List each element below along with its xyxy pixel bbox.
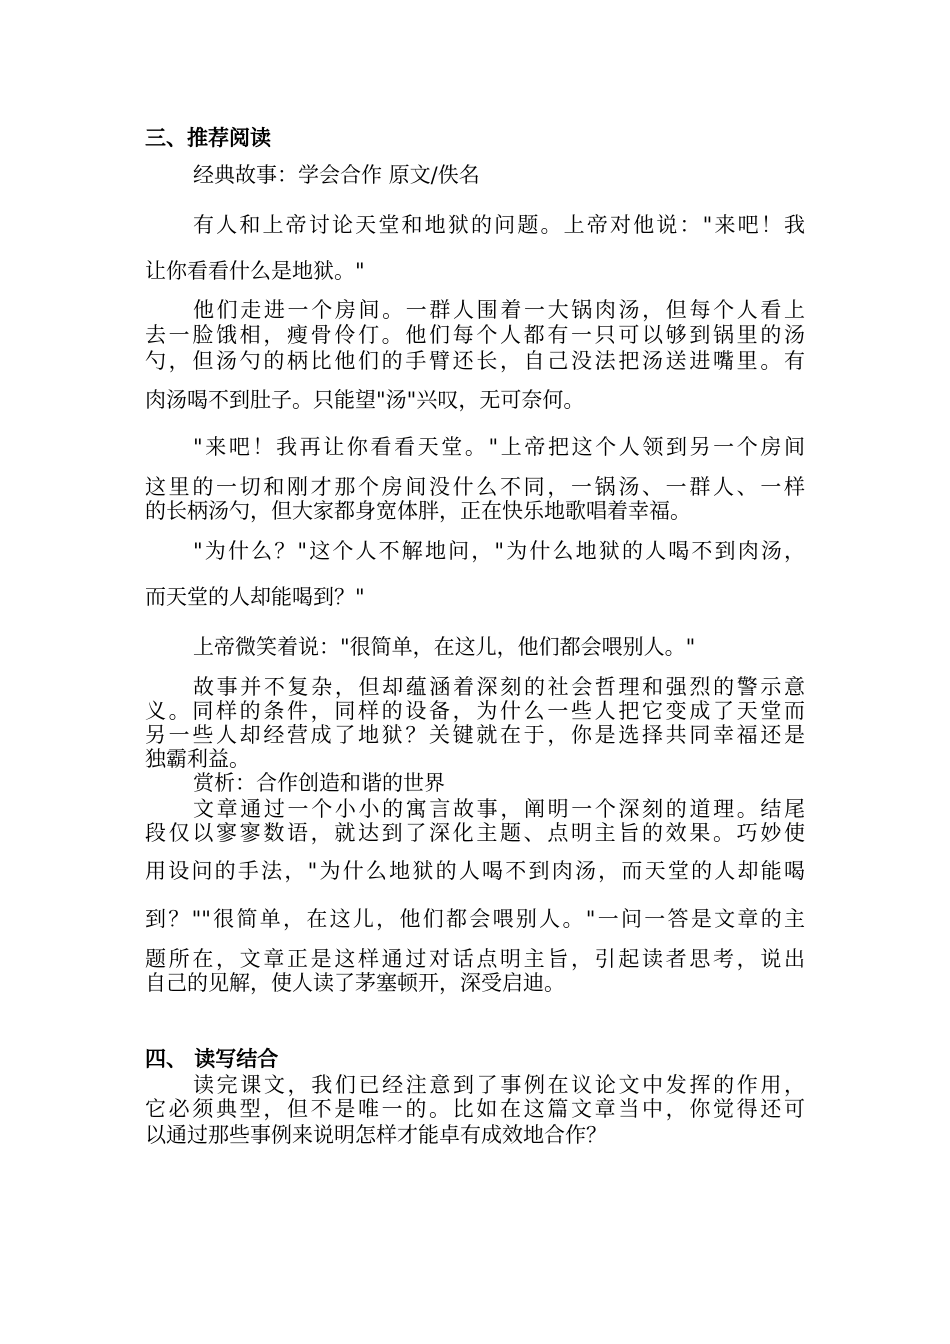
paragraph-line: "为什么？"这个人不解地问，"为什么地狱的人喝不到肉汤， — [193, 539, 805, 563]
story-subtitle: 经典故事：学会合作 原文/佚名 — [193, 163, 480, 187]
paragraph-line: 到？""很简单，在这儿，他们都会喂别人。"一问一答是文章的主 — [145, 907, 805, 931]
paragraph-line: 而天堂的人却能喝到？" — [145, 585, 365, 609]
paragraph-line: 有人和上帝讨论天堂和地狱的问题。上帝对他说："来吧！我 — [193, 213, 805, 237]
section-heading-recommended-reading: 三、推荐阅读 — [145, 126, 271, 150]
paragraph-line: 以通过那些事例来说明怎样才能卓有成效地合作？ — [145, 1123, 607, 1147]
paragraph-line: 义。同样的条件，同样的设备，为什么一些人把它变成了天堂而 — [145, 699, 805, 723]
paragraph-line: 题所在，文章正是这样通过对话点明主旨，引起读者思考，说出 — [145, 947, 805, 971]
paragraph-line: 的长柄汤勺，但大家都身宽体胖，正在快乐地歌唱着幸福。 — [145, 499, 691, 523]
paragraph-line: 去一脸饿相，瘦骨伶仃。他们每个人都有一只可以够到锅里的汤 — [145, 323, 805, 347]
paragraph-line: 文章通过一个小小的寓言故事，阐明一个深刻的道理。结尾 — [193, 797, 805, 821]
paragraph-line: "来吧！我再让你看看天堂。"上帝把这个人领到另一个房间 — [193, 435, 805, 459]
paragraph-line: 这里的一切和刚才那个房间没什么不同，一锅汤、一群人、一样 — [145, 475, 805, 499]
paragraph-line: 上帝微笑着说："很简单，在这儿，他们都会喂别人。" — [193, 635, 696, 659]
paragraph-line: 他们走进一个房间。一群人围着一大锅肉汤，但每个人看上 — [193, 298, 805, 322]
paragraph-line: 勺，但汤勺的柄比他们的手臂还长，自己没法把汤送进嘴里。有 — [145, 349, 805, 373]
paragraph-line: 它必须典型，但不是唯一的。比如在这篇文章当中，你觉得还可 — [145, 1097, 805, 1121]
section-heading-reading-writing: 四、 读写结合 — [145, 1047, 279, 1071]
appreciation-heading: 赏析：合作创造和谐的世界 — [193, 771, 445, 795]
paragraph-line: 独霸利益。 — [145, 747, 250, 771]
paragraph-line: 肉汤喝不到肚子。只能望"汤"兴叹，无可奈何。 — [145, 388, 585, 412]
paragraph-line: 故事并不复杂，但却蕴涵着深刻的社会哲理和强烈的警示意 — [193, 675, 805, 699]
paragraph-line: 用设问的手法，"为什么地狱的人喝不到肉汤，而天堂的人却能喝 — [145, 859, 805, 883]
paragraph-line: 读完课文，我们已经注意到了事例在议论文中发挥的作用， — [193, 1073, 805, 1097]
paragraph-line: 另一些人却经营成了地狱？关键就在于，你是选择共同幸福还是 — [145, 723, 805, 747]
paragraph-line: 让你看看什么是地狱。" — [145, 259, 365, 283]
paragraph-line: 自己的见解，使人读了茅塞顿开，深受启迪。 — [145, 971, 565, 995]
paragraph-line: 段仅以寥寥数语，就达到了深化主题、点明主旨的效果。巧妙使 — [145, 821, 805, 845]
